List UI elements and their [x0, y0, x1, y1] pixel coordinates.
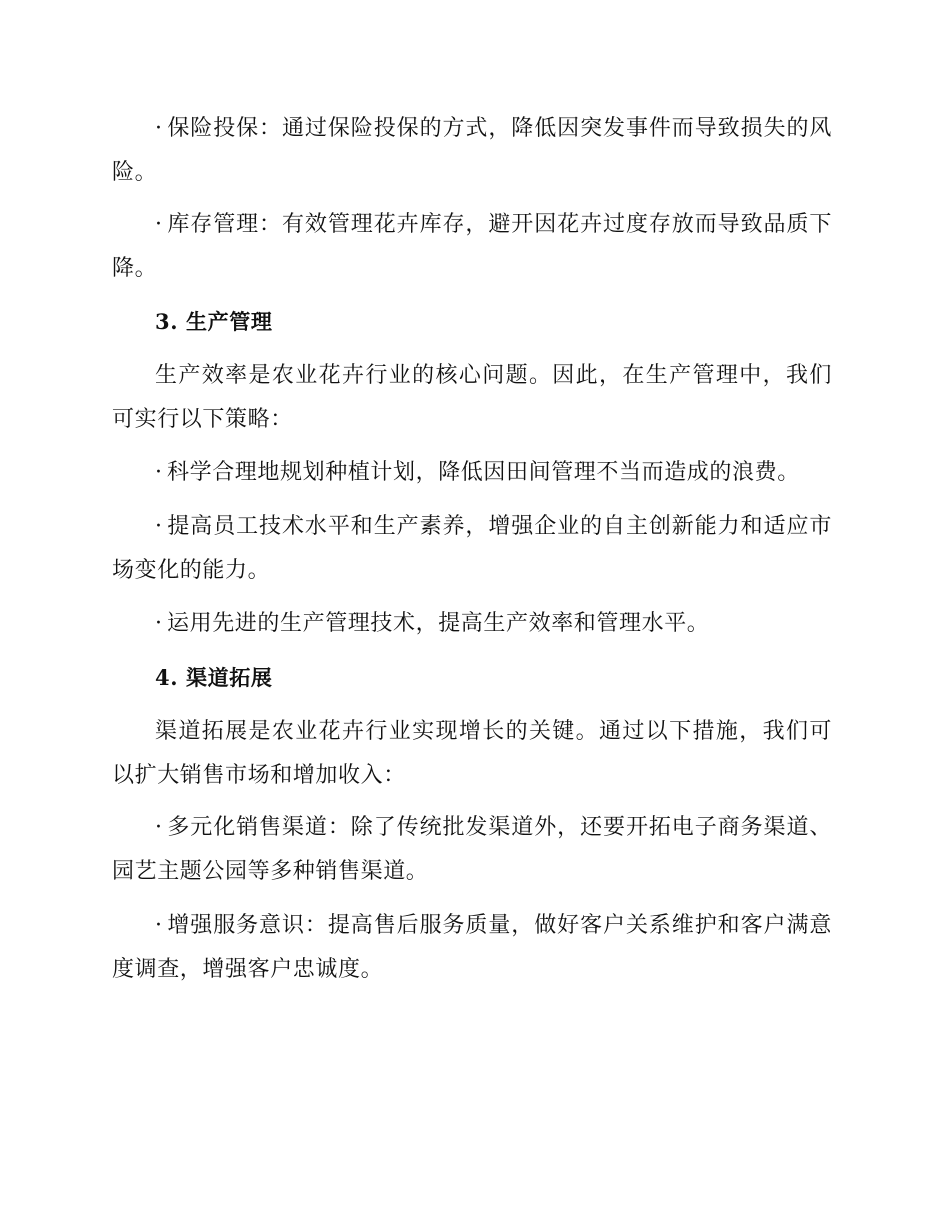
bullet-paragraph: [112, 107, 832, 195]
paragraph-text: 多元化销售渠道：除了传统批发渠道外，还要开拓电子商务渠道、园艺主题公园等多种销售渠道。: [112, 815, 832, 884]
paragraph-text: 保险投保：通过保险投保的方式，降低因突发事件而导致损失的风险。: [112, 116, 832, 185]
bullet-paragraph: [112, 806, 832, 894]
bullet-dot: ·: [155, 460, 163, 485]
bullet-paragraph: [112, 203, 832, 291]
paragraph-text: 运用先进的生产管理技术，提高生产效率和管理水平。: [167, 611, 710, 636]
section-heading: 3. 生产管理: [155, 309, 273, 334]
section-heading: 4. 渠道拓展: [155, 665, 273, 690]
bullet-paragraph: [112, 505, 832, 593]
bullet-dot: ·: [155, 212, 163, 237]
paragraph-text: 库存管理：有效管理花卉库存，避开因花卉过度存放而导致品质下降。: [112, 212, 832, 281]
bullet-dot: ·: [155, 913, 163, 938]
bullet-dot: ·: [155, 815, 163, 840]
paragraph-text: 科学合理地规划种植计划，降低因田间管理不当而造成的浪费。: [167, 460, 800, 485]
body-paragraph: 渠道拓展是农业花卉行业实现增长的关键。通过以下措施，我们可以扩大销售市场和增加收入：: [112, 719, 832, 788]
bullet-dot: ·: [155, 116, 163, 141]
bullet-paragraph: [112, 451, 832, 495]
paragraph-text: 提高员工技术水平和生产素养，增强企业的自主创新能力和适应市场变化的能力。: [112, 514, 832, 583]
bullet-dot: ·: [155, 514, 163, 539]
body-paragraph: 生产效率是农业花卉行业的核心问题。因此，在生产管理中，我们可实行以下策略：: [112, 363, 832, 432]
bullet-dot: ·: [155, 611, 163, 636]
bullet-paragraph: [112, 904, 832, 992]
paragraph-text: 增强服务意识：提高售后服务质量，做好客户关系维护和客户满意度调查，增强客户忠诚度。: [112, 913, 832, 982]
bullet-paragraph: [112, 602, 832, 646]
